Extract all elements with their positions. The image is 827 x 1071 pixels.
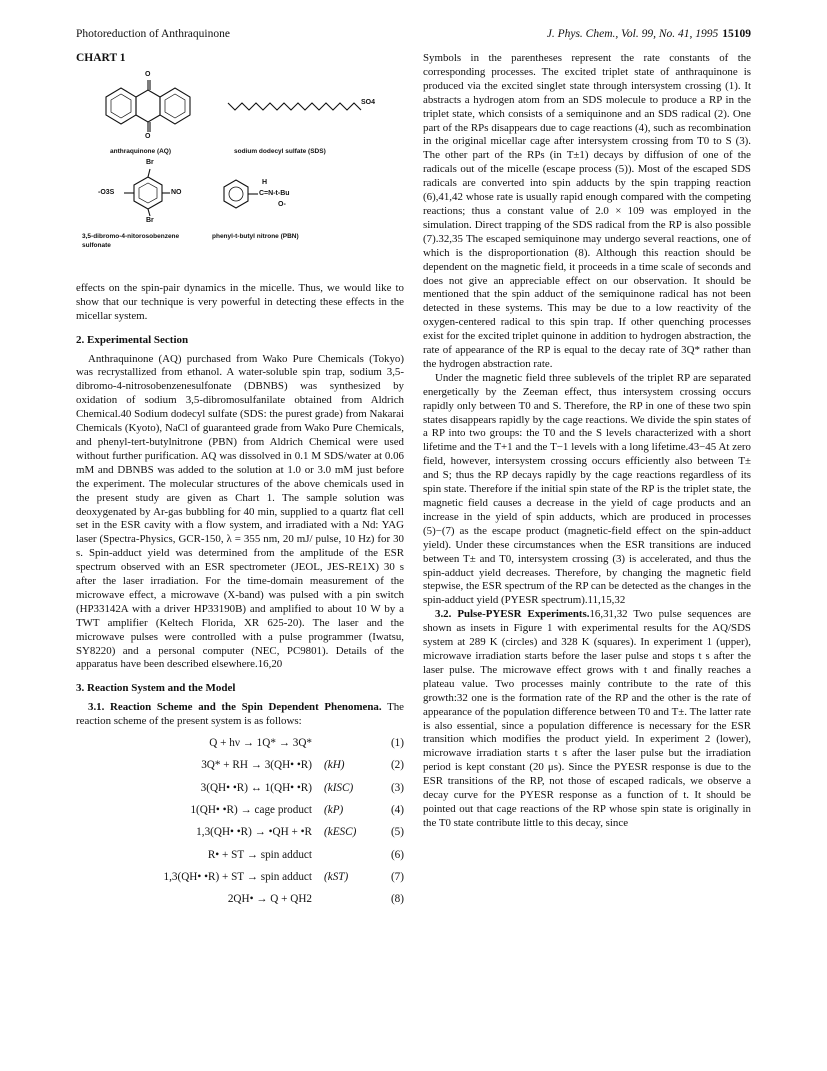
left-column [76, 52, 404, 915]
reaction-equation: 1,3(QH• •R) + ST → spin adduct [163, 870, 312, 883]
rate-constant: (kH) [324, 759, 345, 772]
aq-label: anthraquinone (AQ) [110, 147, 172, 155]
reaction-row [76, 849, 404, 871]
header-title: Photoreduction of Anthraquinone [76, 28, 230, 40]
dbnbs-br-bottom: Br [146, 216, 154, 224]
reaction-row [76, 871, 404, 893]
reaction-row [76, 759, 404, 781]
aq-oxygen-bottom: O [145, 132, 151, 140]
section-2-heading: 2. Experimental Section [76, 333, 189, 346]
section-3-1-body: The reaction scheme of the present system is as follows: [76, 701, 404, 728]
aq-ring-right [160, 88, 190, 124]
right-column [423, 52, 751, 831]
equation-number: (4) [390, 803, 404, 816]
page-number: 15109 [722, 28, 751, 40]
equation-number: (1) [390, 737, 404, 750]
pbn-hydrogen: H [262, 178, 268, 186]
equation-number: (3) [390, 781, 404, 794]
section-3-2-body: 16,31,32 Two pulse sequences are shown as insets in Figure 1 with experimental results for the AQ/SDS system at 289 K (circles) and 328 K (squares). In experiment 1 (upper), microwave irradiation starts before the laser pulse and stops t s after the laser pulse. The microwave effect grows with t and finally reaches a plateau value. Two processes mainly contribute to the rate of this growth:32 one is the formation rate of the RP and the other is the rate of appearance of the population difference between T0 and T±. The latter rate is also essential, since a population difference is necessary for the ESR transition which modifies the product yield. In experiment 2 (lower), microwave irradiation starts t s after the laser pulse but the irradiation period is kept constant (20 μs). Since the PYESR response is due to the ESR transitions of the RP, not those of escaped radicals, we observe a decay curve for the PYESR response as a function of t. It should be pointed out that cage reactions of the RP whose spin state is originally in the T0 state contribute little to this decay, since [423, 608, 751, 829]
intro-paragraph: effects on the spin-pair dynamics in the micelle. Thus, we would like to show that our technique is very powerful in detecting these effects in the micellar system. [76, 281, 404, 322]
chemical-structures-drawing [76, 70, 404, 282]
reaction-equation: 3(QH• •R) ↔ 1(QH• •R) [200, 781, 312, 794]
reaction-row [76, 804, 404, 826]
reaction-equation: 2QH• → Q + QH2 [227, 893, 312, 906]
section-3-1-paragraph [76, 701, 404, 729]
sds-sulfate-group: SO4 [361, 98, 376, 106]
rate-constant: (kESC) [324, 826, 357, 839]
aq-oxygen-top: O [145, 70, 151, 78]
reaction-scheme [76, 737, 404, 915]
reaction-row [76, 737, 404, 759]
reaction-equation: 1,3(QH• •R) → •QH + •R [196, 826, 312, 839]
reaction-equation: 3Q* + RH → 3(QH• •R) [201, 759, 312, 772]
equation-number: (5) [390, 826, 404, 839]
equation-number: (6) [390, 848, 404, 861]
reaction-row [76, 826, 404, 848]
pbn-nitrone-chain: C=N-t-Bu [259, 189, 290, 197]
pbn-label: phenyl-t-butyl nitrone (PBN) [212, 232, 299, 240]
section-3-2-heading: 3.2. Pulse-PYESR Experiments. [435, 608, 590, 621]
header-journal [547, 28, 751, 40]
reaction-equation: R• + ST → spin adduct [207, 848, 312, 861]
dbnbs-br-top: Br [146, 158, 154, 166]
rate-constant: (kST) [324, 870, 349, 883]
experimental-paragraph: Anthraquinone (AQ) purchased from Wako Pure Chemicals (Tokyo) was recrystallized from ethanol. A water-soluble spin trap, sodium 3,5-dibromo-4-nitrosobenzenesulfonate (DBNBS) was synthesized by oxidation of sodium 3,5-dibromosulfanilate obtained from Aldrich Chemical.40 Sodium dodecyl sulfate (SDS: the purest grade) from Nakarai Chemicals (Kyoto), NaCl of guaranteed grade from Wako Pure Chemicals, and phenyl-tert-butylnitrone (PBN) from Aldrich Chemical were used without further purification. AQ was dissolved in 0.1 M SDS/water at 0.06 mM and DBNBS was added to the solution at 1.0 or 3.0 mM just before the experiment. The molecular structures of the above chemicals used in the present study are given as Chart 1. The sample solution was deoxygenated by Ar-gas bubbling for 40 min, supplied to a quartz flat cell set in the ESR cavity with a flow system, and irradiated with a Nd: YAG laser (Spectra-Physics, GCR-150, λ = 355 nm, 20 mJ/ pulse, 10 Hz) for 30 s. Spin-adduct yield was determined from the amplitude of the ESR spectrum observed with an ESR spectrometer (JEOL, JES-RE1X) 30 s after the laser irradiation. For the time-domain measurement of the microwave effect, a microwave (X-band) was pulsed with a pin switch (HP33142A with a driver HP33190B) and amplified to about 10 W by a TWT amplifier (Keltech Florida, XR 625-20). The laser and the microwave pulses were controlled with a pulse programmer (Iwatsu, SY8220) and a personal computer (NEC, PC9801). Details of the apparatus have been described elsewhere.16,20 [76, 352, 404, 671]
rate-constant: (kP) [324, 803, 344, 816]
dbnbs-label: 3,5-dibromo-4-nitorosobenzene sulfonate [82, 232, 180, 249]
journal-citation: J. Phys. Chem., Vol. 99, No. 41, 1995 [546, 28, 719, 40]
section-3-heading: 3. Reaction System and the Model [76, 682, 236, 695]
dbnbs-sulfonate: -O3S [98, 188, 115, 196]
equation-number: (7) [390, 870, 404, 883]
sds-chain [228, 103, 361, 110]
sds-label: sodium dodecyl sulfate (SDS) [234, 147, 326, 155]
reaction-row [76, 893, 404, 915]
section-3-2-paragraph [423, 608, 751, 831]
reaction-equation: 1(QH• •R) → cage product [190, 803, 312, 816]
pbn-ring [224, 180, 248, 208]
dbnbs-nitroso: NO [171, 188, 182, 196]
equation-number: (8) [390, 893, 404, 906]
reaction-row [76, 782, 404, 804]
scheme-explanation-paragraph: Symbols in the parentheses represent the rate constants of the corresponding processes. The excited triplet state of anthraquinone is produced via the excited singlet state through intersystem crossing (1). It abstracts a hydrogen atom from an SDS molecule to produce a RP in the triplet state, which consists of a semiquinone and an SDS radical (2). One part of the RPs disappears due to cage reactions (4), such as recombination in the original micellar cage after intersystem crossing from T0 to S (3). The other part of the RPs (in T±1) decays by diffusion of one of the radicals out of the micelle (escape process (5)). Most of the escaped SDS radicals are converted into spin adducts by the spin trapping reaction (6),41,42 whose rate is usually rapid enough compared with the competing reactions; thus a constant value of 2.0 × 109 was employed in the simulation. Direct trapping of the SDS radical from the RP is also possible (7).32,35 The escaped semiquinone may undergo several reactions, one of which is the disproportionation (8). Although this reaction should be dependent on the magnetic field, it proceeds in a time scale of seconds and does not give an appreciable effect on our observation. It should be mentioned that the spin adduct of the semiquinone radical has not been detected in these systems. This may be due to a low reactivity of the oxygen-centered radical to this spin trap. If other quenching processes exist for the excited triplet quinone in addition to hydrogen abstraction, the rate of appearance of the RP is equal to the decay rate of 3Q* rather than the hydrogen abstraction rate. [423, 52, 751, 370]
chart-title: CHART 1 [76, 52, 126, 64]
running-header [76, 28, 751, 44]
equation-number: (2) [390, 759, 404, 772]
chart-structures [76, 70, 404, 282]
aq-ring-middle [136, 90, 160, 122]
section-3-1-heading: 3.1. Reaction Scheme and the Spin Dependent Phenomena. [88, 701, 382, 714]
dbnbs-ring [134, 177, 162, 209]
aq-ring-left [106, 88, 136, 124]
rate-constant: (kISC) [324, 781, 354, 794]
magnetic-field-paragraph: Under the magnetic field three sublevels of the triplet RP are separated energetically by the Zeeman effect, thus intersystem crossing occurs rapidly only between T0 and S. Therefore, the RP in one of these two spin states disappears rapidly by the cage reactions. We divide the spin states of a RP into two groups: the T0 and the S levels characterized with a short lifetime and the T+1 and the T−1 levels with a long lifetime.43−45 At zero field, however, intersystem crossing occurs efficiently also between T± and S; thus the RP decays rapidly by the cage reactions regardless of its spin state. Therefore if the initial spin state of the RP is the triplet state, the magnetic field causes a decrease in the yield of cage products and an increase in the yield of spin adducts, which are produced in processes (5)−(7) as the escape product (magnetic-field effect on the spin-adduct yield). Under these circumstances when the ESR transitions are induced between T± and T0, intersystem crossing (3) is accelerated, and thus the spin-adduct yield decreases. Therefore, by changing the magnetic field stepwise, the ESR spectrum of the RP can be detected as the changes in the spin-adduct yield (PYESR spectrum).11,15,32 [423, 371, 751, 607]
pbn-oxygen: O- [278, 200, 286, 208]
reaction-equation: Q + hν → 1Q* → 3Q* [209, 737, 312, 750]
